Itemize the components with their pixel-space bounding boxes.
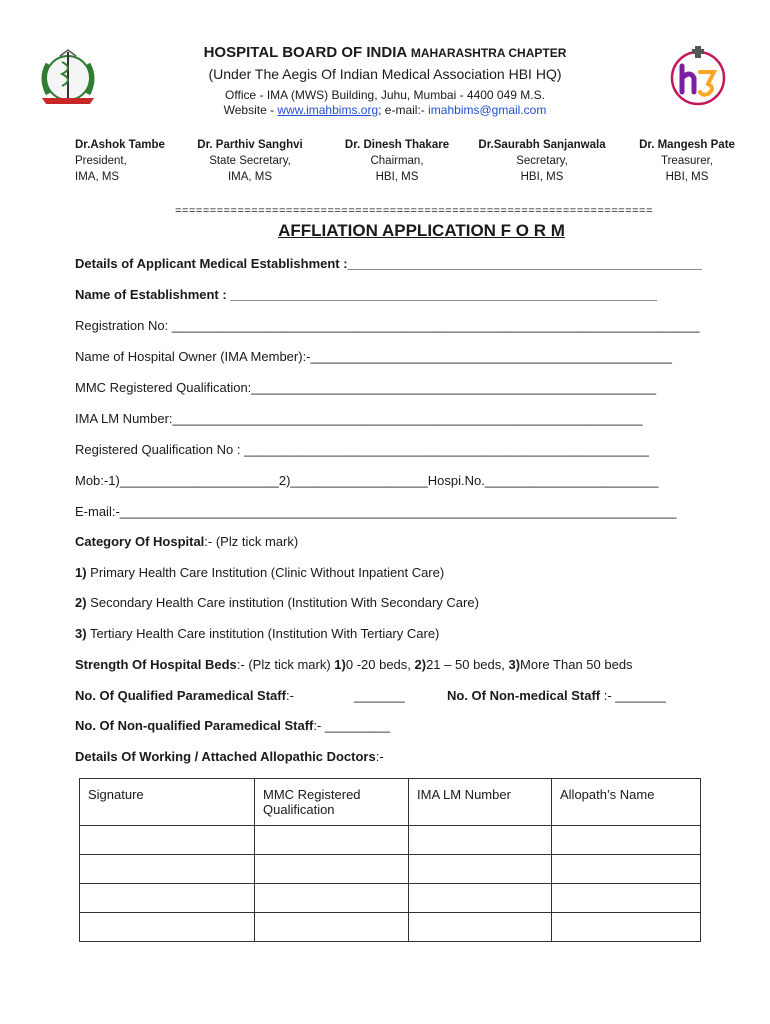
establishment-details-field[interactable]: Details of Applicant Medical Establishment :_________________________________________________ [75, 256, 702, 271]
table-row [80, 884, 701, 913]
option-number: 3) [75, 626, 87, 641]
column-header-mmc-qualification: MMC Registered Qualification [255, 779, 409, 826]
column-header-signature: Signature [80, 779, 255, 826]
non-qualified-paramedical-staff-field[interactable] [75, 718, 390, 733]
table-cell[interactable] [409, 884, 552, 913]
table-row [80, 913, 701, 942]
table-cell[interactable] [552, 855, 701, 884]
official-org: HBI, MS [520, 171, 564, 183]
official-org: HBI, MS [665, 171, 709, 183]
doctors-suffix: :- [375, 749, 384, 764]
table-cell[interactable] [409, 913, 552, 942]
website-prefix: Website - [223, 103, 278, 117]
table-cell[interactable] [255, 855, 409, 884]
table-cell[interactable] [80, 855, 255, 884]
registered-qualification-field[interactable]: Registered Qualification No : ________________________________________________________ [75, 442, 649, 457]
category-option-secondary[interactable] [75, 595, 479, 610]
email-prefix: ; e-mail:- [378, 103, 429, 117]
table-header-row [80, 779, 701, 826]
qualified-staff-suffix: :- [285, 688, 294, 703]
hospital-owner-field[interactable]: Name of Hospital Owner (IMA Member):-__________________________________________________ [75, 349, 673, 364]
table-row [80, 826, 701, 855]
column-header-ima-lm-number: IMA LM Number [409, 779, 552, 826]
office-address: Office - IMA (MWS) Building, Juhu, Mumbai - 4400 049 M.S. [225, 88, 545, 102]
qualified-paramedical-staff-field[interactable] [75, 688, 294, 703]
org-title [120, 44, 650, 61]
table-cell[interactable] [80, 826, 255, 855]
category-label: Category Of Hospital [75, 534, 205, 549]
separator-line: ===================================================================== [175, 205, 653, 217]
official-role: State Secretary, [209, 155, 291, 167]
official-name: Dr.Ashok Tambe [75, 139, 165, 151]
category-option-primary[interactable] [75, 565, 444, 580]
doctors-heading [75, 749, 384, 764]
org-aegis: (Under The Aegis Of Indian Medical Association HBI HQ) [208, 66, 562, 82]
beds-option-3-text: More Than 50 beds [520, 657, 633, 672]
qualified-staff-label: No. Of Qualified Paramedical Staff [75, 688, 286, 703]
official-2 [180, 137, 320, 185]
category-option-tertiary[interactable] [75, 626, 439, 641]
form-title: AFFLIATION APPLICATION F O R M [278, 221, 565, 240]
beds-option-1-text: 0 -20 beds, [345, 657, 415, 672]
email-link[interactable]: imahbims@gmail.com [428, 103, 547, 117]
official-org: IMA, MS [75, 171, 120, 183]
official-role: Treasurer, [661, 155, 713, 167]
table-cell[interactable] [409, 855, 552, 884]
table-cell[interactable] [552, 826, 701, 855]
email-field[interactable]: E-mail:-_____________________________________________________________________________ [75, 504, 677, 519]
official-1 [75, 137, 195, 185]
org-title-sub: MAHARASHTRA CHAPTER [410, 46, 567, 60]
table-row [80, 855, 701, 884]
non-qualified-staff-suffix: :- _________ [313, 718, 390, 733]
official-org: HBI, MS [375, 171, 419, 183]
official-name: Dr.Saurabh Sanjanwala [478, 139, 606, 151]
official-name: Dr. Dinesh Thakare [344, 139, 450, 151]
table-cell[interactable] [80, 884, 255, 913]
official-org: IMA, MS [227, 171, 273, 183]
establishment-name-field[interactable]: Name of Establishment : ___________________________________________________________ [75, 287, 657, 302]
official-4 [462, 137, 622, 185]
org-title-main: HOSPITAL BOARD OF INDIA [203, 44, 407, 61]
doctors-table [79, 778, 701, 942]
non-medical-staff-field[interactable] [447, 688, 666, 703]
website-link[interactable]: www.imahbims.org [277, 103, 379, 117]
beds-option-2-text: 21 – 50 beds, [426, 657, 509, 672]
mmc-qualification-field[interactable]: MMC Registered Qualification:________________________________________________________ [75, 380, 657, 395]
official-role: President, [75, 155, 127, 167]
option-text: Primary Health Care Institution (Clinic Without Inpatient Care) [86, 565, 445, 580]
option-number: 2) [75, 595, 87, 610]
table-cell[interactable] [255, 884, 409, 913]
official-name: Dr. Mangesh Pate [639, 139, 735, 151]
official-role: Chairman, [370, 155, 424, 167]
doctors-label: Details Of Working / Attached Allopathic Doctors [75, 749, 376, 764]
beds-option-2-number: 2) [414, 657, 427, 672]
table-cell[interactable] [80, 913, 255, 942]
hbi-logo-icon [668, 44, 728, 106]
qualified-staff-blank[interactable]: _______ [354, 688, 405, 703]
option-number: 1) [75, 565, 87, 580]
non-qualified-staff-label: No. Of Non-qualified Paramedical Staff [75, 718, 314, 733]
beds-label: Strength Of Hospital Beds [75, 657, 237, 672]
official-role: Secretary, [516, 155, 568, 167]
official-5 [624, 137, 750, 185]
table-cell[interactable] [255, 913, 409, 942]
table-cell[interactable] [255, 826, 409, 855]
beds-option-3-number: 3) [508, 657, 521, 672]
non-medical-staff-suffix: :- _______ [600, 688, 666, 703]
mobile-hospital-number-field[interactable]: Mob:-1)______________________2)___________________Hospi.No.________________________ [75, 473, 659, 488]
beds-option-1-number: 1) [334, 657, 346, 672]
beds-hint: :- (Plz tick mark) [236, 657, 335, 672]
official-3 [322, 137, 472, 185]
non-medical-staff-label: No. Of Non-medical Staff [447, 688, 601, 703]
ima-lm-number-field[interactable]: IMA LM Number:_________________________________________________________________ [75, 411, 643, 426]
contact-line [120, 103, 650, 117]
category-heading [75, 534, 298, 549]
beds-strength-line[interactable] [75, 657, 633, 672]
category-hint: :- (Plz tick mark) [204, 534, 299, 549]
table-cell[interactable] [552, 913, 701, 942]
option-text: Secondary Health Care institution (Institution With Secondary Care) [86, 595, 479, 610]
registration-number-field[interactable]: Registration No: _________________________________________________________________________ [75, 318, 700, 333]
option-text: Tertiary Health Care institution (Institution With Tertiary Care) [86, 626, 440, 641]
official-name: Dr. Parthiv Sanghvi [197, 139, 303, 151]
table-cell[interactable] [552, 884, 701, 913]
table-cell[interactable] [409, 826, 552, 855]
column-header-allopath-name: Allopath’s Name [552, 779, 701, 826]
ima-logo-icon [32, 44, 104, 108]
